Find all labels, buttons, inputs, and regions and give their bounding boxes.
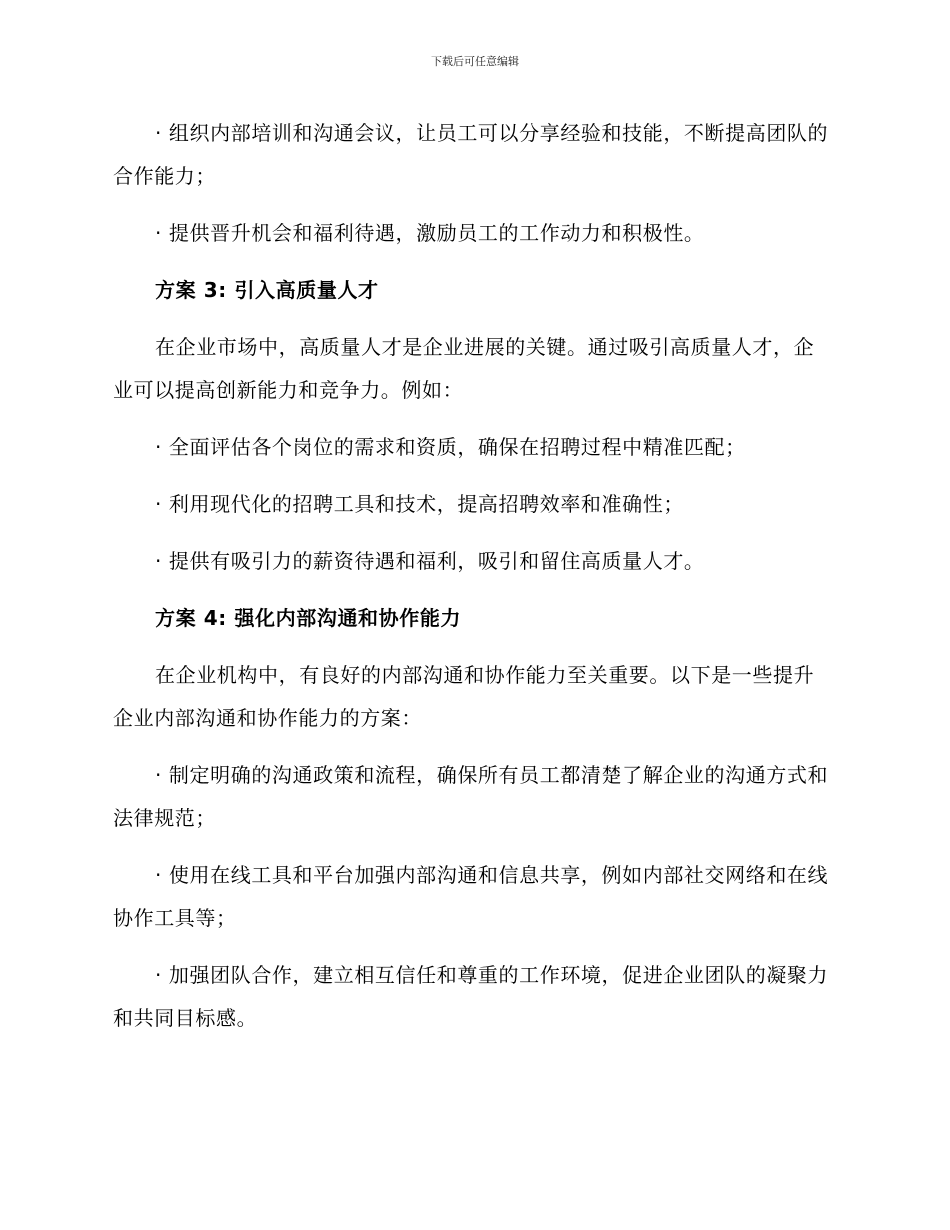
bullet-policy: · 制定明确的沟通政策和流程，确保所有员工都清楚了解企业的沟通方式和法律规范； bbox=[113, 763, 829, 830]
section-4-intro: 在企业机构中，有良好的内部沟通和协作能力至关重要。以下是一些提升企业内部沟通和协作能力的方案： bbox=[113, 663, 815, 730]
section-3-intro: 在企业市场中，高质量人才是企业进展的关键。通过吸引高质量人才，企业可以提高创新能力和竞争力。例如： bbox=[113, 335, 815, 402]
bullet-evaluate: · 全面评估各个岗位的需求和资质，确保在招聘过程中精准匹配； bbox=[155, 435, 746, 459]
section-heading-4: 方案 4: 强化内部沟通和协作能力 bbox=[155, 606, 462, 630]
section-heading-3: 方案 3: 引入高质量人才 bbox=[155, 278, 379, 302]
bullet-promotion: · 提供晋升机会和福利待遇，激励员工的工作动力和积极性。 bbox=[155, 221, 705, 245]
bullet-salary: · 提供有吸引力的薪资待遇和福利，吸引和留住高质量人才。 bbox=[155, 549, 705, 573]
bullet-recruit-tools: · 利用现代化的招聘工具和技术，提高招聘效率和准确性； bbox=[155, 492, 684, 516]
document-body bbox=[113, 112, 829, 1040]
bullet-online-tools: · 使用在线工具和平台加强内部沟通和信息共享，例如内部社交网络和在线协作工具等； bbox=[113, 863, 829, 930]
bullet-teamwork: · 加强团队合作，建立相互信任和尊重的工作环境，促进企业团队的凝聚力和共同目标感。 bbox=[113, 963, 829, 1030]
page-header: 下载后可任意编辑 bbox=[431, 55, 519, 68]
bullet-training: · 组织内部培训和沟通会议，让员工可以分享经验和技能，不断提高团队的合作能力； bbox=[113, 121, 829, 188]
